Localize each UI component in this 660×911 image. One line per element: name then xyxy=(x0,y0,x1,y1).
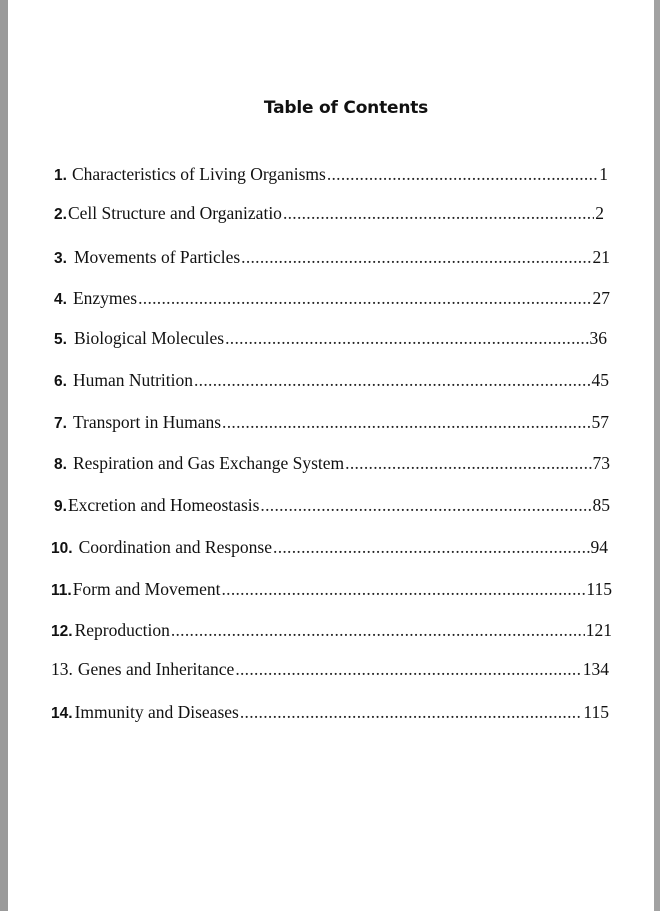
toc-entry-number: 5. xyxy=(54,331,67,348)
toc-entry-title: Coordination and Response xyxy=(78,537,273,557)
toc-entry-title: Form and Movement xyxy=(72,579,221,599)
toc-entry xyxy=(54,247,610,271)
toc-leader-dots xyxy=(235,659,581,680)
toc-entry-number: 8. xyxy=(54,456,67,473)
toc-entry-title: Reproduction xyxy=(74,620,170,640)
toc-entry-page: 45 xyxy=(591,370,609,390)
toc-leader-dots xyxy=(194,370,591,391)
toc-entry xyxy=(51,579,612,603)
toc-entry-title: Excretion and Homeostasis xyxy=(67,495,260,515)
toc-entry-title: Movements of Particles xyxy=(73,247,241,267)
toc-entry xyxy=(54,453,610,477)
toc-entry-page: 21 xyxy=(592,247,610,267)
toc-entry-page: 85 xyxy=(592,495,610,515)
toc-entry-page: 134 xyxy=(582,659,609,679)
toc-entry-page: 1 xyxy=(599,164,608,184)
toc-entry-page: 115 xyxy=(586,579,612,599)
toc-entry xyxy=(54,412,609,436)
toc-entry xyxy=(51,620,612,644)
toc-entry-page: 73 xyxy=(592,453,610,473)
toc-entry-number: 4. xyxy=(54,291,67,308)
toc-leader-dots xyxy=(225,328,588,349)
toc-entry-title: Enzymes xyxy=(72,288,138,308)
toc-entry-number: 14. xyxy=(51,705,73,722)
toc-entry xyxy=(51,659,609,683)
right-page-edge xyxy=(654,0,660,911)
toc-leader-dots xyxy=(171,620,585,641)
toc-leader-dots xyxy=(327,164,598,185)
toc-entry-number: 3. xyxy=(54,250,67,267)
toc-entry-number: 6. xyxy=(54,373,67,390)
toc-entry xyxy=(54,328,607,352)
toc-leader-dots xyxy=(241,247,591,268)
toc-entry-title: Transport in Humans xyxy=(72,412,222,432)
toc-entry-page: 121 xyxy=(585,620,612,640)
toc-leader-dots xyxy=(273,537,589,558)
toc-entry-page: 36 xyxy=(589,328,607,348)
toc-entry-title: Human Nutrition xyxy=(72,370,193,390)
toc-entry-page: 94 xyxy=(590,537,608,557)
toc-entry-page: 57 xyxy=(591,412,609,432)
toc-leader-dots xyxy=(283,203,594,224)
toc-leader-dots xyxy=(240,702,583,723)
toc-entry-page: 27 xyxy=(592,288,610,308)
toc-entry-number: 1. xyxy=(54,167,67,184)
toc-entry-title: Cell Structure and Organizatio xyxy=(67,203,282,223)
toc-leader-dots xyxy=(138,288,591,309)
toc-leader-dots xyxy=(345,453,591,474)
toc-entry-number: 7. xyxy=(54,415,67,432)
toc-entry-number: 10. xyxy=(51,540,73,557)
toc-entry-page: 115 xyxy=(583,702,609,722)
toc-entry xyxy=(51,537,608,561)
toc-entry-number: 12. xyxy=(51,623,73,640)
toc-entry-number: 13. xyxy=(51,659,73,679)
toc-leader-dots xyxy=(260,495,591,516)
toc-entry-number: 2. xyxy=(54,206,67,223)
toc-entry-title: Characteristics of Living Organisms xyxy=(71,164,326,184)
toc-entry-title: Genes and Inheritance xyxy=(77,659,235,679)
toc-entry xyxy=(54,164,608,188)
toc-leader-dots xyxy=(221,579,585,600)
toc-entry xyxy=(54,203,604,227)
toc-entry-number: 9. xyxy=(54,498,67,515)
toc-entry xyxy=(51,702,609,726)
toc-entry-title: Respiration and Gas Exchange System xyxy=(72,453,345,473)
toc-title: Table of Contents xyxy=(263,98,429,118)
toc-entry-title: Biological Molecules xyxy=(73,328,225,348)
toc-entry xyxy=(54,370,609,394)
left-page-edge xyxy=(0,0,8,911)
toc-entry xyxy=(54,288,610,312)
toc-entry-title: Immunity and Diseases xyxy=(74,702,239,722)
toc-entry-number: 11. xyxy=(51,582,72,599)
toc-leader-dots xyxy=(222,412,590,433)
toc-entry xyxy=(54,495,610,519)
toc-entry-page: 2 xyxy=(595,203,604,223)
